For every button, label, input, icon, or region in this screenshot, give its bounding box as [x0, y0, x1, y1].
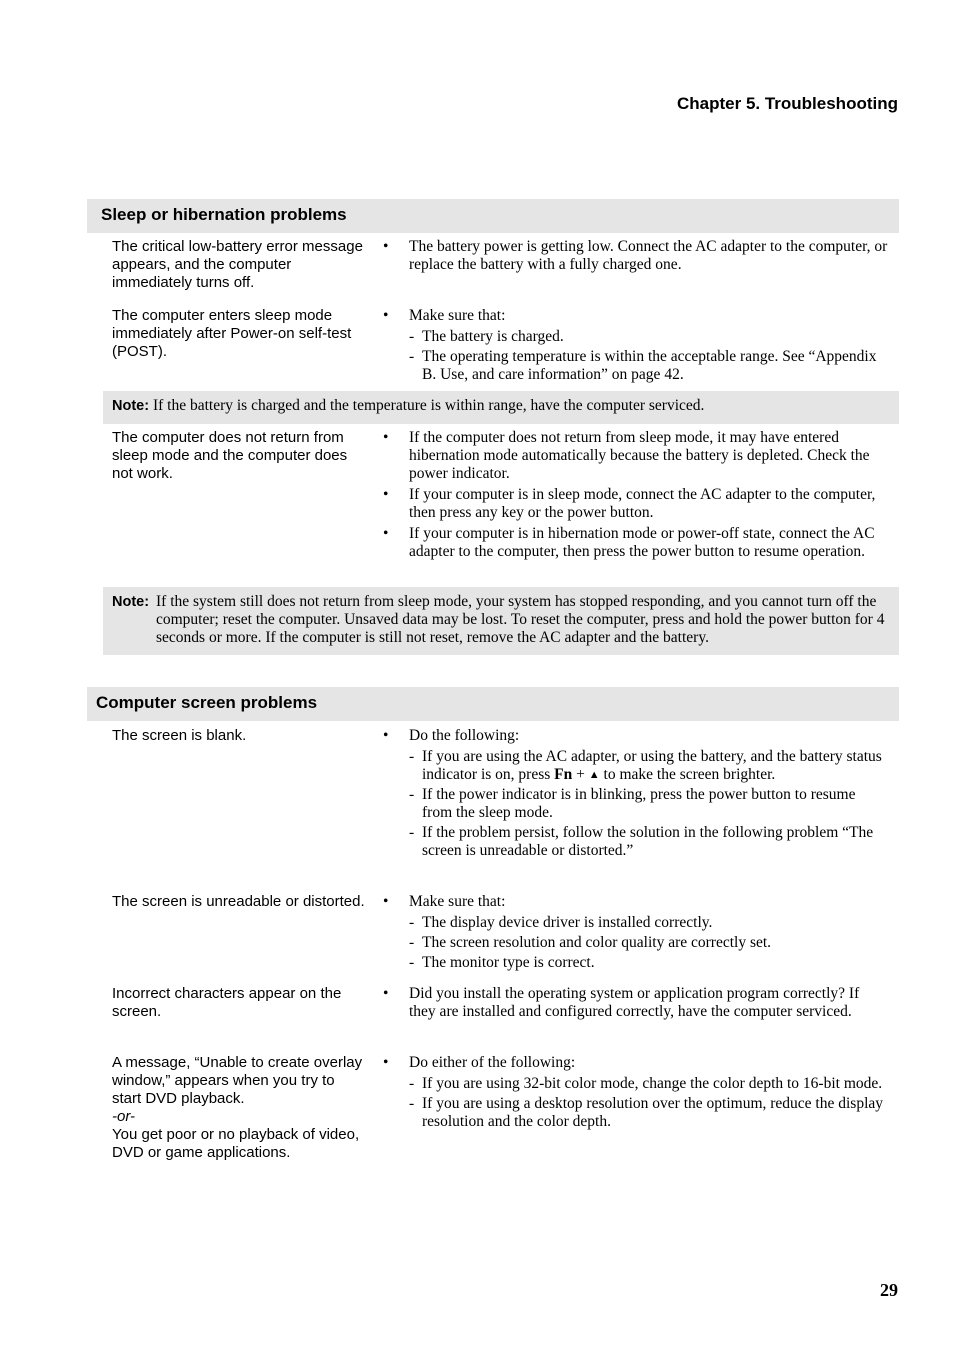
- sub-item: - The monitor type is correct.: [383, 954, 889, 972]
- bullet-item: • If your computer is in sleep mode, connect the AC adapter to the computer, then press any key or the power button.: [383, 486, 889, 522]
- problem-text: Incorrect characters appear on the screen.: [112, 985, 342, 1020]
- fn-key: Fn: [554, 766, 573, 783]
- section-header-screen: Computer screen problems: [87, 687, 899, 721]
- sub-text: to make the screen brighter.: [603, 766, 776, 783]
- solution: [383, 893, 889, 972]
- note-label: Note:: [112, 398, 150, 414]
- sub-item: - If you are using 32-bit color mode, change the color depth to 16-bit mode.: [383, 1075, 889, 1093]
- bullet-item: • Do either of the following:: [383, 1054, 889, 1072]
- sub-item: - If the problem persist, follow the solution in the following problem “The screen is unreadable or distorted.”: [383, 824, 889, 860]
- sub-item: - If the power indicator is in blinking, press the power button to resume from the sleep mode.: [383, 786, 889, 822]
- bullet-item: • Did you install the operating system or application program correctly? If they are installed and configured correctly, have the computer serviced.: [383, 985, 889, 1021]
- problem-text-b: You get poor or no playback of video, DVD or game applications.: [112, 1126, 360, 1161]
- sub-item: - The operating temperature is within the acceptable range. See “Appendix B. Use, and care information” on page 42.: [383, 348, 889, 384]
- bullet-item: • If your computer is in hibernation mode or power-off state, connect the AC adapter to the computer, then press the power button to resume operation.: [383, 525, 889, 561]
- note-box: [103, 391, 899, 424]
- bullet-item: • Make sure that:: [383, 307, 889, 325]
- solution: [383, 429, 889, 564]
- chapter-title: Chapter 5. Troubleshooting: [676, 94, 898, 113]
- solution: [383, 727, 889, 860]
- plus-sign: +: [576, 766, 585, 783]
- section-header-sleep: Sleep or hibernation problems: [87, 199, 899, 233]
- sub-text: If you are using the AC adapter, or using the battery, and the battery status indicator is on, press: [422, 748, 882, 783]
- sub-item: - The display device driver is installed correctly.: [383, 914, 889, 932]
- solution: [383, 1054, 889, 1131]
- solution: [383, 307, 889, 384]
- page-number: 29: [880, 1280, 898, 1300]
- sub-item: - The screen resolution and color quality are correctly set.: [383, 934, 889, 952]
- bullet-item: • The battery power is getting low. Connect the AC adapter to the computer, or replace the battery with a fully charged one.: [383, 238, 889, 274]
- arrow-up-icon: ▲: [588, 769, 600, 781]
- note-box: [103, 587, 899, 655]
- bullet-item: • If the computer does not return from sleep mode, it may have entered hibernation mode automatically because the battery is depleted. Check the power indicator.: [383, 429, 889, 483]
- bullet-item: • Make sure that:: [383, 893, 889, 911]
- problem-text: The computer does not return from sleep mode and the computer does not work.: [112, 429, 348, 482]
- problem-text: [112, 1054, 367, 1162]
- problem-text-a: A message, “Unable to create overlay window,” appears when you try to start DVD playback.: [112, 1054, 363, 1107]
- or-separator: -or-: [112, 1108, 136, 1125]
- problem-text: The screen is blank.: [112, 727, 247, 744]
- bullet-item: • Do the following:: [383, 727, 889, 745]
- note-label: Note:: [112, 594, 150, 610]
- sub-item: - The battery is charged.: [383, 328, 889, 346]
- sub-item: - If you are using a desktop resolution over the optimum, reduce the display resolution and the color depth.: [383, 1095, 889, 1131]
- note-text: If the system still does not return from sleep mode, your system has stopped responding, and you cannot turn off the computer; reset the computer. Unsaved data may be lost. To reset the computer, press and hold the power button for 4 seconds or more. If the computer is still not reset, remove the AC adapter and the battery.: [156, 593, 885, 646]
- solution: [383, 238, 889, 277]
- problem-text: The computer enters sleep mode immediately after Power-on self-test (POST).: [112, 307, 352, 360]
- note-text: If the battery is charged and the temperature is within range, have the computer serviced.: [152, 397, 705, 414]
- solution: [383, 985, 889, 1024]
- problem-text: The critical low-battery error message appears, and the computer immediately turns off.: [112, 238, 363, 291]
- sub-item: [383, 748, 889, 784]
- problem-text: The screen is unreadable or distorted.: [112, 893, 365, 910]
